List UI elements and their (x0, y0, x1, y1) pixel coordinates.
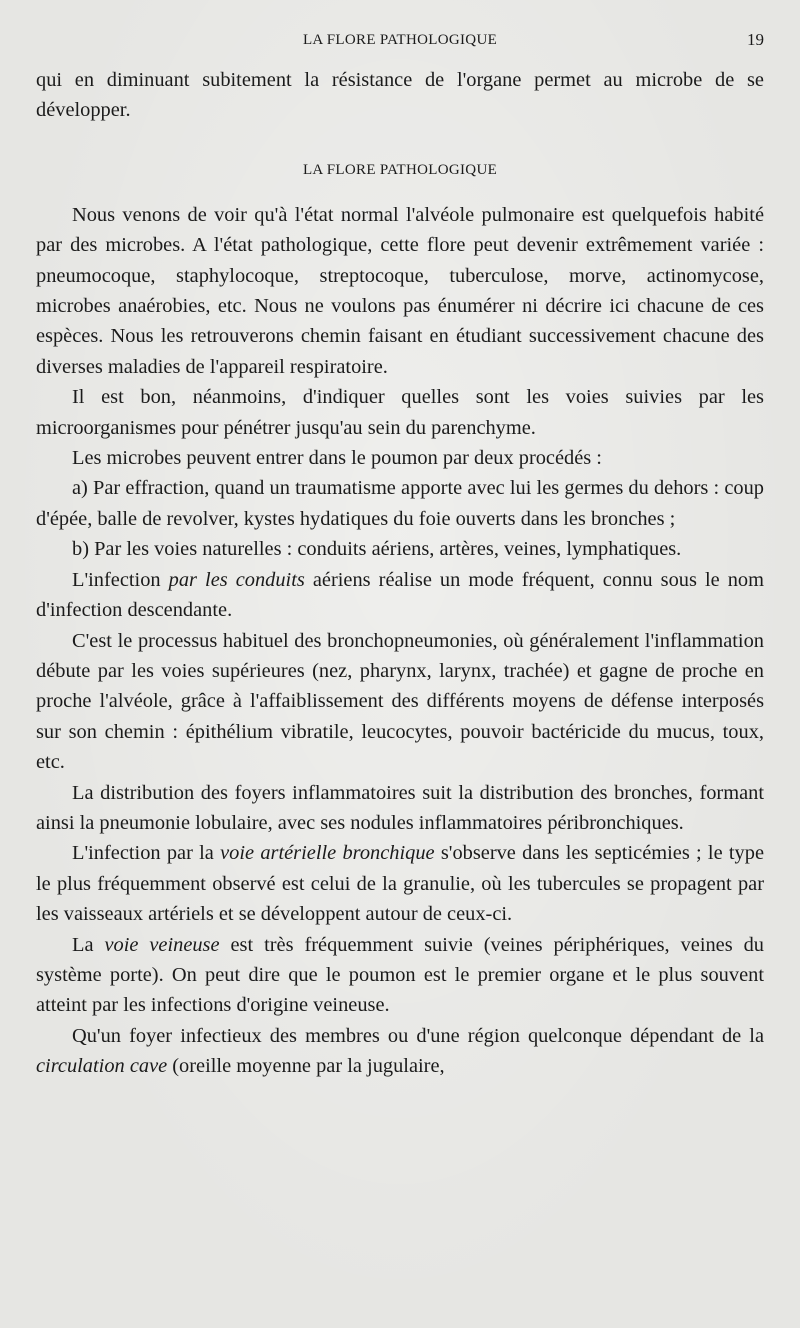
paragraph: Nous venons de voir qu'à l'état normal l'alvéole pulmonaire est quelquefois habité par des microbes. A l'état pathologique, cette flore peut devenir extrêmement variée : pneumocoque, staphylocoque, streptocoque, tuberculose, morve, actinomycose, microbes anaérobies, etc. Nous ne voulons pas énumérer ni décrire ici chacune de ces espèces. Nous les retrouverons chemin faisant en étudiant successivement chacune des diverses maladies de l'appareil respiratoire. (36, 203, 764, 378)
italic-term: voie veineuse (104, 933, 220, 956)
section-title: LA FLORE PATHOLOGIQUE (302, 161, 498, 178)
text-run: est très fréquemment suivie (veines périphériques, veines du système porte). On peut dire que le poumon est le premier organe et le plus souvent atteint par les infections d'origine veineuse. (36, 933, 764, 1017)
paragraph: Les microbes peuvent entrer dans le poumon par deux procédés : (72, 447, 602, 470)
text-run: (oreille moyenne par la jugulaire, (167, 1055, 445, 1078)
italic-term: voie artérielle bronchique (220, 842, 435, 865)
paragraph (36, 930, 764, 1021)
page-body (36, 65, 764, 1082)
text-run: Qu'un foyer infectieux des membres ou d'une région quelconque dépendant de la (72, 1024, 764, 1047)
page-header (36, 30, 764, 54)
text-run: L'infection (72, 568, 169, 591)
paragraph: La distribution des foyers inflammatoires suit la distribution des bronches, formant ainsi la pneumonie lobulaire, avec ses nodules inflammatoires péribronchiques. (36, 781, 764, 834)
text-run: aériens réalise un mode fréquent, connu sous le nom d'infection descendante. (36, 568, 764, 622)
paragraph (36, 838, 764, 929)
paragraph (36, 565, 764, 626)
paragraph: Il est bon, néanmoins, d'indiquer quelles sont les voies suivies par les microorganismes pour pénétrer jusqu'au sein du parenchyme. (36, 386, 764, 439)
paragraph (36, 1021, 764, 1082)
list-item-a: a) Par effraction, quand un traumatisme apporte avec lui les germes du dehors : coup d'épée, balle de revolver, kystes hydatiques du foie ouverts dans les bronches ; (36, 477, 764, 530)
text-run: L'infection par la (72, 842, 221, 865)
paragraph-continuation: qui en diminuant subitement la résistance de l'organe permet au microbe de se développer. (36, 69, 764, 122)
italic-term: par les conduits (168, 568, 305, 591)
paragraph: C'est le processus habituel des bronchopneumonies, où généralement l'inflammation débute par les voies supérieures (nez, pharynx, larynx, trachée) et gagne de proche en proche l'alvéole, grâce à l'affaiblissement des différents moyens de défense interposés sur son chemin : épithélium vibratile, leucocytes, pouvoir bactéricide du mucus, toux, etc. (36, 629, 764, 774)
text-run: s'observe dans les septicémies ; le type le plus fréquemment observé est celui de la granulie, où les tubercules se propagent par les vaisseaux artériels et se développent autour de ceux-ci. (36, 842, 764, 926)
list-item-b: b) Par les voies naturelles : conduits aériens, artères, veines, lymphatiques. (72, 538, 682, 561)
text-run: La (72, 933, 105, 956)
page-number: 19 (747, 30, 764, 49)
italic-term: circulation cave (36, 1055, 168, 1078)
running-title: LA FLORE PATHOLOGIQUE (302, 32, 498, 48)
